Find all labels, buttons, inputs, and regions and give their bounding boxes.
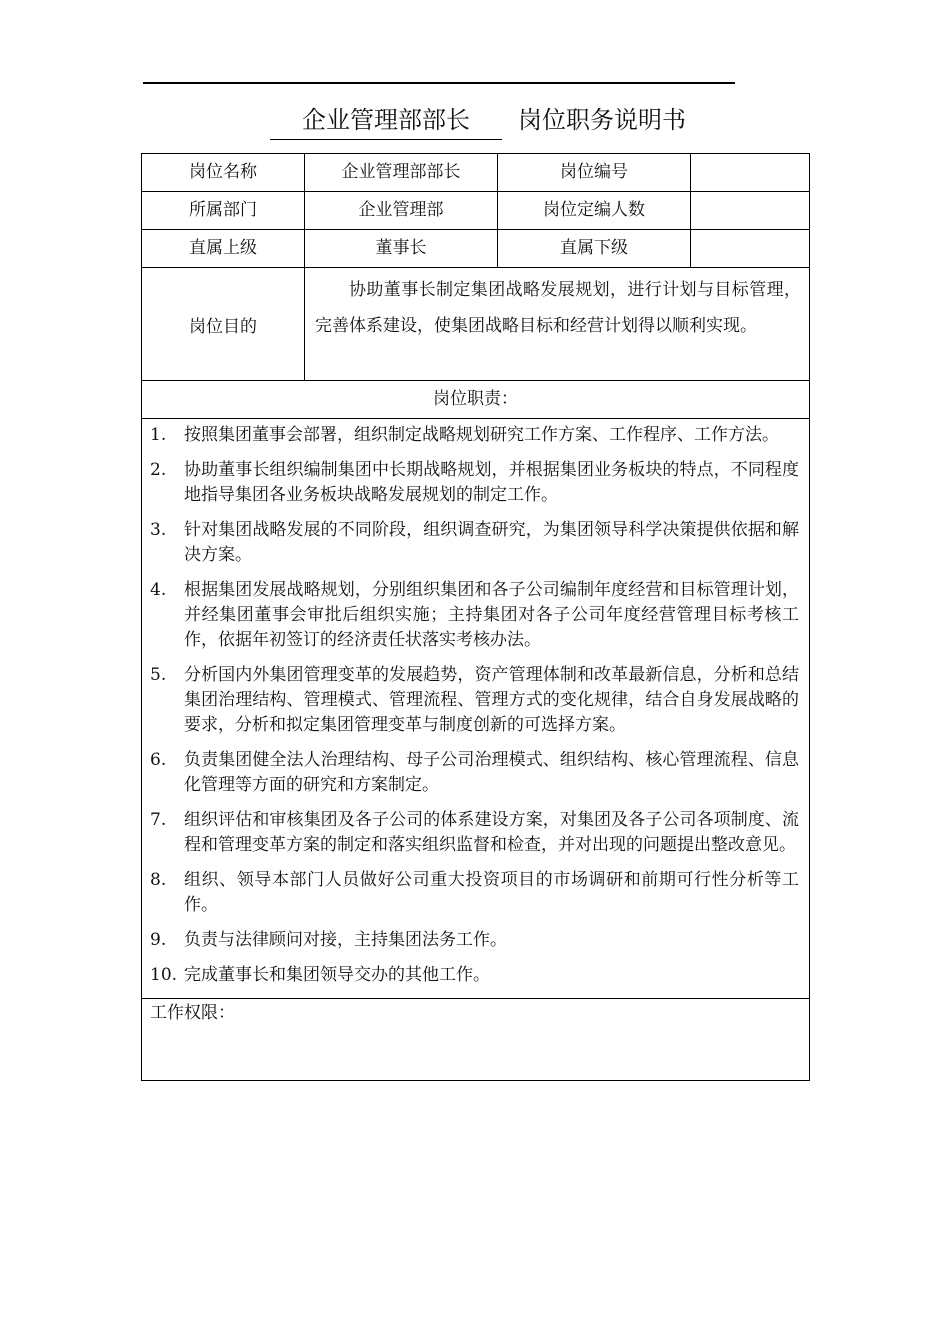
duty-text: 组织评估和审核集团及各子公司的体系建设方案，对集团及各子公司各项制度、流程和管理变革方案的制定和落实组织监督和检查，并对出现的问题提出整改意见。 bbox=[184, 810, 799, 855]
duty-number: 10. bbox=[150, 965, 178, 985]
duty-number: 6. bbox=[150, 750, 167, 770]
authority-section bbox=[142, 999, 809, 1080]
duty-item bbox=[150, 808, 799, 858]
title-position-name: 企业管理部部长 bbox=[270, 104, 502, 140]
duty-number: 7. bbox=[150, 810, 167, 830]
duty-text: 分析国内外集团管理变革的发展趋势，资产管理体制和改革最新信息，分析和总结集团治理结构、管理模式、管理流程、管理方式的变化规律，结合自身发展战略的要求，分析和拟定集团管理变革与制度创新的可选择方案。 bbox=[184, 665, 799, 735]
duty-text: 根据集团发展战略规划，分别组织集团和各子公司编制年度经营和目标管理计划，并经集团董事会审批后组织实施；主持集团对各子公司年度经营管理目标考核工作，依据年初签订的经济责任状落实考核办法。 bbox=[184, 580, 799, 650]
duty-item bbox=[150, 663, 799, 738]
title-document-type: 岗位职务说明书 bbox=[518, 106, 686, 134]
duty-text: 完成董事长和集团领导交办的其他工作。 bbox=[184, 965, 490, 985]
duty-number: 1. bbox=[150, 425, 167, 445]
superior-value: 董事长 bbox=[305, 230, 498, 267]
position-name-value: 企业管理部部长 bbox=[305, 154, 498, 191]
subordinate-label: 直属下级 bbox=[498, 230, 691, 267]
authority-label: 工作权限： bbox=[150, 1003, 235, 1023]
purpose-label: 岗位目的 bbox=[142, 268, 305, 380]
duty-number: 9. bbox=[150, 930, 167, 950]
duties-list bbox=[142, 419, 809, 999]
duty-number: 2. bbox=[150, 460, 167, 480]
superior-label: 直属上级 bbox=[142, 230, 305, 267]
duty-item bbox=[150, 868, 799, 918]
duty-text: 协助董事长组织编制集团中长期战略规划，并根据集团业务板块的特点，不同程度地指导集团各业务板块战略发展规划的制定工作。 bbox=[184, 460, 799, 505]
duties-header: 岗位职责： bbox=[142, 381, 809, 419]
position-code-label: 岗位编号 bbox=[498, 154, 691, 191]
purpose-text: 协助董事长制定集团战略发展规划，进行计划与目标管理，完善体系建设，使集团战略目标和经营计划得以顺利实现。 bbox=[315, 280, 801, 336]
duty-item bbox=[150, 963, 799, 988]
duty-item bbox=[150, 748, 799, 798]
duty-text: 负责集团健全法人治理结构、母子公司治理模式、组织结构、核心管理流程、信息化管理等方面的研究和方案制定。 bbox=[184, 750, 799, 795]
duty-number: 4. bbox=[150, 580, 167, 600]
duty-text: 按照集团董事会部署，组织制定战略规划研究工作方案、工作程序、工作方法。 bbox=[184, 425, 779, 445]
info-row-reporting bbox=[142, 230, 809, 268]
position-name-label: 岗位名称 bbox=[142, 154, 305, 191]
document-title bbox=[143, 104, 823, 144]
job-description-form bbox=[141, 153, 810, 1081]
department-value: 企业管理部 bbox=[305, 192, 498, 229]
info-row-position bbox=[142, 154, 809, 192]
subordinate-value bbox=[691, 230, 809, 267]
headcount-value bbox=[691, 192, 809, 229]
duty-number: 5. bbox=[150, 665, 167, 685]
duty-number: 3. bbox=[150, 520, 167, 540]
duty-number: 8. bbox=[150, 870, 167, 890]
duty-text: 组织、领导本部门人员做好公司重大投资项目的市场调研和前期可行性分析等工作。 bbox=[184, 870, 799, 915]
header-rule bbox=[143, 82, 735, 84]
duty-item bbox=[150, 458, 799, 508]
duty-text: 负责与法律顾问对接，主持集团法务工作。 bbox=[184, 930, 507, 950]
duty-item bbox=[150, 928, 799, 953]
department-label: 所属部门 bbox=[142, 192, 305, 229]
duty-text: 针对集团战略发展的不同阶段，组织调查研究，为集团领导科学决策提供依据和解决方案。 bbox=[184, 520, 799, 565]
duty-item bbox=[150, 423, 799, 448]
duty-item bbox=[150, 578, 799, 653]
position-code-value bbox=[691, 154, 809, 191]
duty-item bbox=[150, 518, 799, 568]
purpose-row bbox=[142, 268, 809, 381]
headcount-label: 岗位定编人数 bbox=[498, 192, 691, 229]
info-row-department bbox=[142, 192, 809, 230]
